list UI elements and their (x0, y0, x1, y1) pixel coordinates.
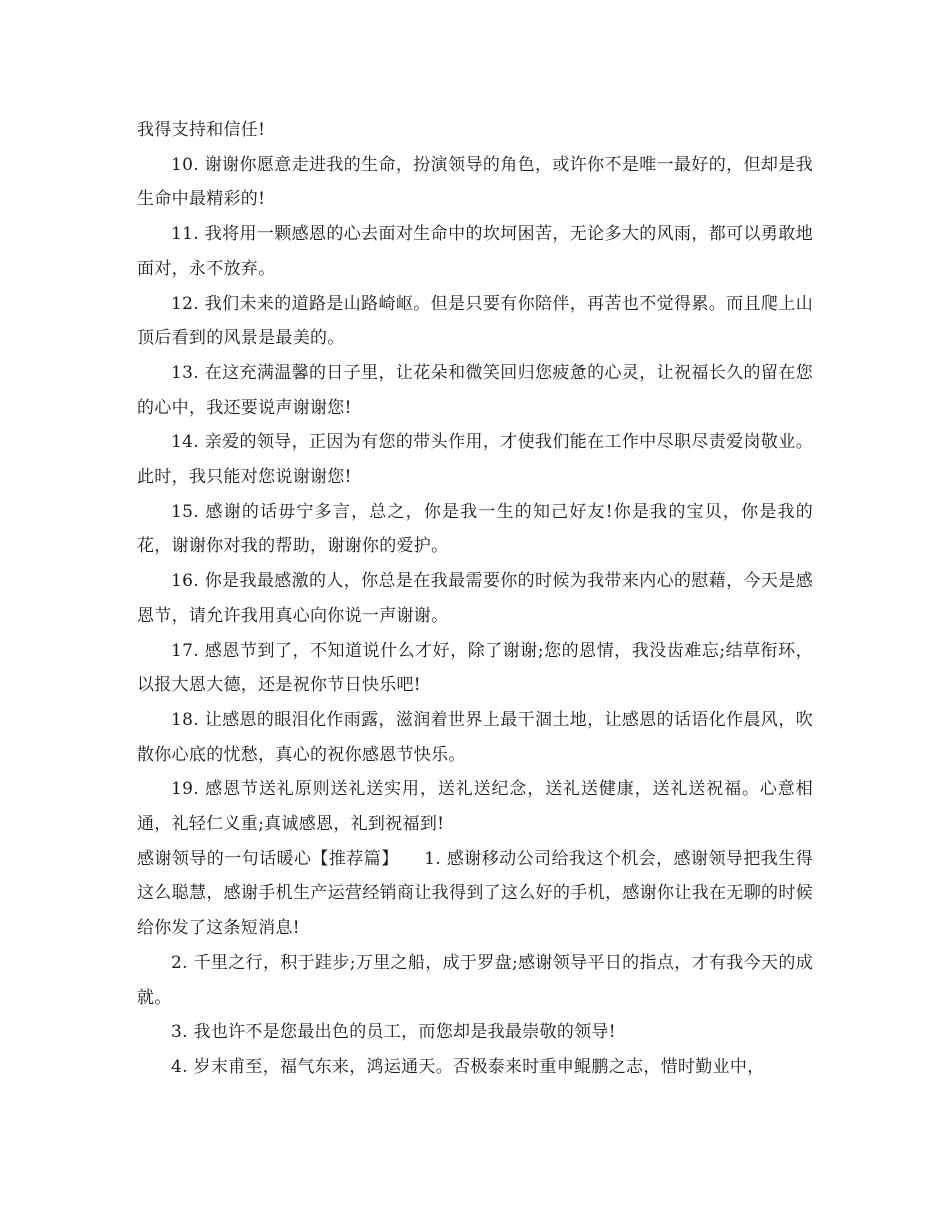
list-item-10: 10. 谢谢你愿意走进我的生命，扮演领导的角色，或许你不是唯一最好的，但却是我生命中最精彩的! (137, 154, 813, 210)
section-paragraph (137, 842, 813, 946)
list-item-15: 15. 感谢的话毋宁多言，总之，你是我一生的知己好友!你是我的宝贝，你是我的花，谢谢你对我的帮助，谢谢你的爱护。 (137, 501, 813, 557)
list-item-11: 11. 我将用一颗感恩的心去面对生命中的坎坷困苦，无论多大的风雨，都可以勇敢地面对，永不放弃。 (137, 224, 813, 279)
list-item-4: 4. 岁末甫至，福气东来，鸿运通天。否极泰来时重申鲲鹏之志，惜时勤业中， (171, 1056, 765, 1077)
document-body (137, 113, 813, 1085)
continuation-paragraph: 我得支持和信任! (137, 120, 266, 140)
section-heading: 感谢领导的一句话暖心【推荐篇】 (137, 848, 399, 869)
list-item-16: 16. 你是我最感激的人，你总是在我最需要你的时候为我带来内心的慰藉，今天是感恩节，请允许我用真心向你说一声谢谢。 (137, 571, 813, 626)
list-item-3: 3. 我也许不是您最出色的员工，而您却是我最崇敬的领导! (171, 1022, 616, 1043)
list-item-17: 17. 感恩节到了，不知道说什么才好，除了谢谢;您的恩情，我没齿难忘;结草衔环，以报大恩大德，还是祝你节日快乐吧! (137, 640, 813, 696)
list-item-18: 18. 让感恩的眼泪化作雨露，滋润着世界上最干涸土地，让感恩的话语化作晨风，吹散你心底的忧愁，真心的祝你感恩节快乐。 (137, 709, 813, 765)
list-item-2: 2. 千里之行，积于跬步;万里之船，成于罗盘;感谢领导平日的指点，才有我今天的成就。 (137, 952, 813, 1008)
list-item-14: 14. 亲爱的领导，正因为有您的带头作用，才使我们能在工作中尽职尽责爱岗敬业。此时，我只能对您说谢谢您! (137, 432, 813, 488)
list-item-12: 12. 我们未来的道路是山路崎岖。但是只要有你陪伴，再苦也不觉得累。而且爬上山顶后看到的风景是最美的。 (137, 293, 813, 349)
list-item-19: 19. 感恩节送礼原则送礼送实用，送礼送纪念，送礼送健康，送礼送祝福。心意相通，礼轻仁义重;真诚感恩，礼到祝福到! (137, 779, 813, 835)
list-item-13: 13. 在这充满温馨的日子里，让花朵和微笑回归您疲惫的心灵，让祝福长久的留在您的心中，我还要说声谢谢您! (137, 362, 813, 418)
section-list-item-1: 1. 感谢移动公司给我这个机会，感谢领导把我生得这么聪慧，感谢手机生产运营经销商让我得到了这么好的手机，感谢你让我在无聊的时候给你发了这条短消息! (137, 848, 813, 939)
